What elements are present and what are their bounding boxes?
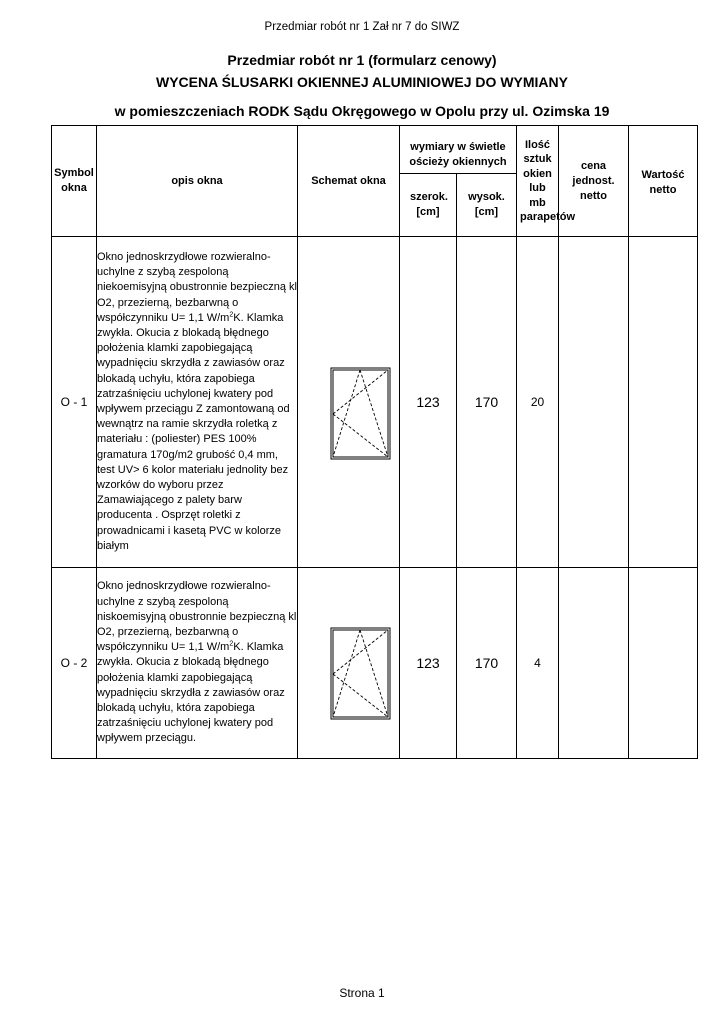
- header-dimensions: wymiary w świetle ościeży okiennych: [400, 126, 517, 174]
- window-schema-icon: [330, 367, 392, 461]
- header-width: szerok. [cm]: [400, 174, 457, 237]
- table-row: [52, 237, 698, 568]
- document-subtitle: WYCENA ŚLUSARKI OKIENNEJ ALUMINIOWEJ DO WYMIANY: [156, 74, 568, 90]
- row-quantity: 4: [517, 568, 559, 759]
- header-description: opis okna: [97, 126, 298, 237]
- window-schema-icon: [330, 627, 392, 721]
- row-description: Okno jednoskrzydłowe rozwieralno-uchylne z szybą zespoloną niskoemisyjną obustronnie bezpieczną kl O2, przezierną, bezbarwną o współczynniku U= 1,1 $W/m^2K$. Klamka zwykła. Okucia z blokadą błędnego położenia klamki zapobiegającą wypadnięciu skrzydła z zawiasów oraz blokadą uchyłu, która zapobiega zatrzaśnięciu uchylonej kwatery pod wpływem przeciągu.: [97, 568, 298, 759]
- row-height: 170: [457, 237, 517, 568]
- row-unit-price[interactable]: [559, 237, 629, 568]
- table-row: [52, 568, 698, 759]
- header-height: wysok. [cm]: [457, 174, 517, 237]
- page-number: Strona 1: [339, 986, 385, 1000]
- row-value[interactable]: [629, 568, 698, 759]
- header-value: Wartość netto: [629, 126, 698, 237]
- header-schema: Schemat okna: [298, 126, 400, 237]
- row-width: 123: [400, 237, 457, 568]
- row-symbol: O - 1: [52, 237, 97, 568]
- window-schema: [298, 568, 400, 759]
- row-value[interactable]: [629, 237, 698, 568]
- row-width: 123: [400, 568, 457, 759]
- document-title: Przedmiar robót nr 1 (formularz cenowy): [227, 52, 497, 68]
- pricing-table: [51, 125, 698, 759]
- row-description: Okno jednoskrzydłowe rozwieralno-uchylne z szybą zespoloną niekoemisyjną obustronnie bezpieczną kl O2, przezierną, bezbarwną o współczynniku U= 1,1 $W/m^2K$. Klamka zwykła. Okucia z blokadą błędnego położenia klamki zapobiegającą wypadnięciu skrzydła z zawiasów oraz blokadą uchyłu, która zapobiega zatrzaśnięciu uchylonej kwatery pod wpływem przeciągu Z zamontowaną od wewnątrz na ramie skrzydła roletką z materiału : (poliester) PES 100% gramatura 170g/m2 grubość 0,4 mm, test UV> 6 kolor materiału jednolity bez wzorków do wyboru przez Zamawiającego z palety barw producenta . Osprzęt roletki z prowadnicami i kasetą PVC w kolorze białym: [97, 237, 298, 568]
- window-schema: [298, 237, 400, 568]
- row-symbol: O - 2: [52, 568, 97, 759]
- row-height: 170: [457, 568, 517, 759]
- table-header-row: [52, 126, 698, 174]
- row-unit-price[interactable]: [559, 568, 629, 759]
- header-unit-price: cena jednost. netto: [559, 126, 629, 237]
- header-quantity: Ilość sztuk okien lub mb parapetów: [517, 126, 559, 237]
- document-location: w pomieszczeniach RODK Sądu Okręgowego w Opolu przy ul. Ozimska 19: [114, 103, 610, 119]
- row-quantity: 20: [517, 237, 559, 568]
- header-symbol: Symbol okna: [52, 126, 97, 237]
- document-header-note: Przedmiar robót nr 1 Zał nr 7 do SIWZ: [264, 21, 460, 33]
